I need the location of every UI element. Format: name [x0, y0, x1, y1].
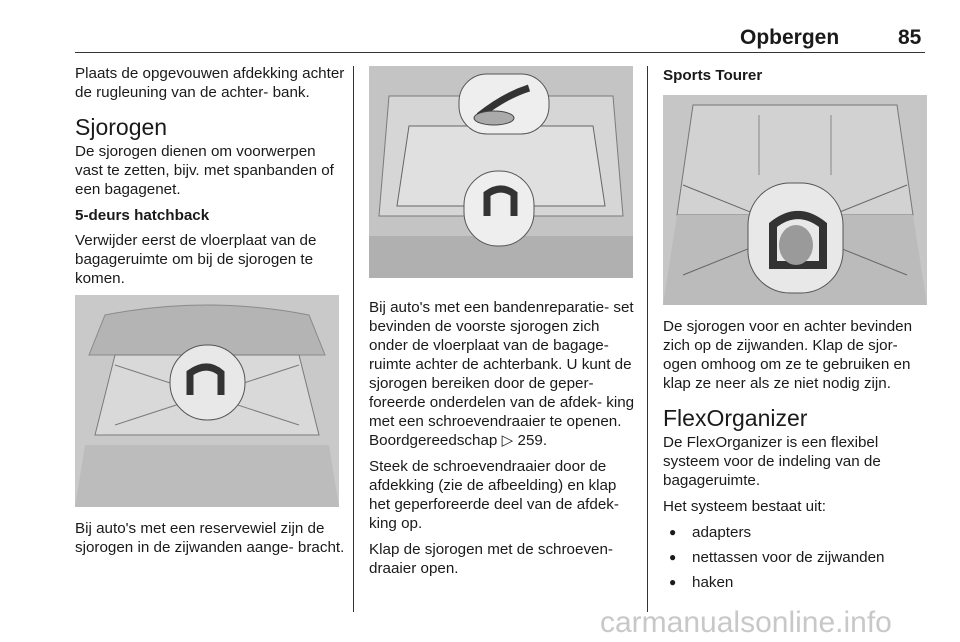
subheading-sports-tourer: Sports Tourer: [663, 67, 763, 84]
sports-tourer-paragraph: De sjorogen voor en achter bevinden zich op de zijwanden. Klap de sjor- ogen omhoog om ze te gebruiken en klap ze neer als ze niet nodig zijn.: [663, 318, 913, 392]
column-1: [75, 64, 345, 564]
repair-kit-paragraph: [369, 298, 639, 450]
page-number: 85: [898, 26, 922, 49]
spare-wheel-caption: Bij auto's met een reservewiel zijn de sjorogen in de zijwanden aange- bracht.: [75, 520, 345, 556]
intro-paragraph: Plaats de opgevouwen afdekking achter de rugleuning van de achter- bank.: [75, 65, 345, 101]
header-divider: [75, 52, 925, 53]
sjorogen-description: De sjorogen dienen om voorwerpen vast te zetten, bijv. met spanbanden of een bagagenet.: [75, 143, 334, 198]
page-header-title: Opbergen: [740, 26, 840, 49]
page-reference-icon: ▷: [501, 432, 514, 449]
repair-kit-text: Bij auto's met een bandenreparatie- set bevinden de voorste sjorogen zich onder de vloerplaat van de bagage- ruimte achter de achterbank. U kunt de sjorogen bereiken door de geper- foreerde onderdelen van de afdek- king met een schroevendraaier te openen. Boordgereedschap: [369, 299, 635, 449]
section-heading-flexorganizer: FlexOrganizer: [663, 405, 808, 431]
fold-open-paragraph: Klap de sjorogen met de schroeven- draaier open.: [369, 541, 613, 577]
list-item: ● nettassen voor de zijwanden: [663, 548, 933, 567]
illustration-hatchback-spare-wheel: [75, 295, 339, 507]
illustration-sports-tourer: [663, 95, 927, 305]
screwdriver-paragraph: Steek de schroevendraaier door de afdekking (zie de afbeelding) en klap het geperforeerde deel van de afdek- king op.: [369, 458, 619, 532]
column-3: [663, 66, 933, 598]
column-divider-1: [353, 66, 354, 612]
system-consists-of: Het systeem bestaat uit:: [663, 498, 826, 515]
watermark: carmanualsonline.info: [600, 606, 892, 639]
column-2: [369, 64, 639, 585]
list-item: ● haken: [663, 573, 933, 592]
list-item: ● adapters: [663, 523, 933, 542]
hatchback-instructions: Verwijder eerst de vloerplaat van de bagageruimte om bij de sjorogen te komen.: [75, 232, 317, 287]
flexorganizer-description: De FlexOrganizer is een flexibel systeem voor de indeling van de bagageruimte.: [663, 434, 881, 489]
column-divider-2: [647, 66, 648, 612]
component-list: [663, 523, 933, 592]
illustration-repair-kit-floor: [369, 66, 633, 278]
subheading-hatchback: 5-deurs hatchback: [75, 207, 210, 224]
page-reference: 259.: [517, 432, 548, 449]
section-heading-sjorogen: Sjorogen: [75, 114, 168, 140]
